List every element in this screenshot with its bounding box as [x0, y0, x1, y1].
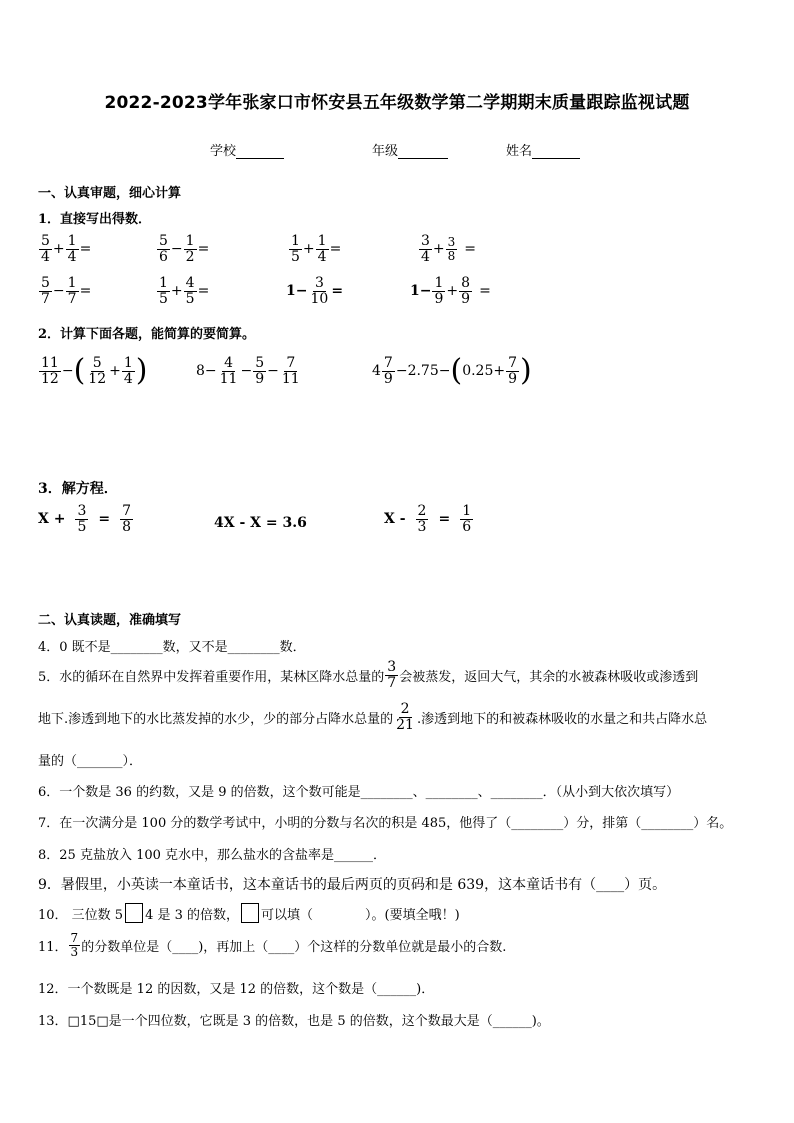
numerator: 4 — [185, 275, 195, 291]
denominator: 5 — [291, 248, 300, 265]
equals: = — [438, 511, 451, 528]
name-label: 姓名 — [506, 144, 533, 159]
denominator: 4 — [421, 248, 430, 265]
name-field — [506, 140, 580, 159]
denominator: 12 — [41, 370, 59, 387]
denominator: 9 — [508, 370, 518, 387]
whole-number: 4 — [372, 363, 381, 380]
question-8: 8．25 克盐放入 100 克水中，那么盐水的含盐率是______． — [38, 848, 387, 863]
denominator: 8 — [122, 518, 132, 535]
denominator: 11 — [281, 370, 300, 387]
equals: = — [331, 283, 344, 300]
operator: − — [267, 363, 279, 380]
denominator: 4 — [317, 248, 327, 265]
q2-expr-2 — [196, 356, 303, 386]
q10-text-a: 10． 三位数 5 — [38, 907, 124, 923]
q5-text-b: 会被蒸发，返回大气，其余的水被森林吸收或渗透到 — [399, 669, 699, 685]
lead-term: 1− — [286, 283, 308, 300]
numerator: 5 — [159, 233, 168, 249]
denominator: 10 — [310, 290, 329, 307]
q11-text: 的分数单位是（____)，再加上（____）个这样的分数单位就是最小的合数. — [81, 939, 507, 955]
denominator: 8 — [447, 248, 456, 263]
q3-equation-1 — [38, 504, 143, 534]
denominator: 5 — [77, 518, 87, 535]
numerator: 7 — [383, 355, 393, 371]
operator: + — [432, 241, 445, 258]
q1-item-6 — [156, 276, 209, 306]
denominator: 4 — [41, 248, 50, 265]
numerator: 1 — [462, 503, 472, 519]
numerator: 1 — [185, 233, 195, 249]
equals: = — [479, 283, 491, 300]
denominator: 5 — [185, 290, 195, 307]
numerator: 3 — [387, 659, 397, 675]
grade-blank[interactable] — [398, 144, 448, 159]
school-blank[interactable] — [236, 144, 284, 159]
denominator: 6 — [462, 518, 472, 535]
name-blank[interactable] — [532, 144, 580, 159]
lhs: X + — [38, 511, 66, 528]
denominator: 4 — [123, 370, 133, 387]
lhs: X - — [384, 511, 406, 528]
numerator: 3 — [314, 275, 324, 291]
denominator: 4 — [67, 248, 77, 265]
question-2: 2．计算下面各题，能简算的要简算。 — [38, 327, 256, 342]
denominator: 7 — [41, 290, 50, 307]
school-field — [210, 140, 284, 159]
denominator: 11 — [219, 370, 238, 387]
denominator: 9 — [255, 370, 265, 387]
equals: = — [79, 241, 92, 258]
numerator: 5 — [92, 355, 102, 371]
operator: + — [446, 283, 459, 300]
q3-equation-3 — [384, 504, 483, 534]
equals: = — [98, 511, 111, 528]
question-6: 6．一个数是 36 的约数，又是 9 的倍数，这个数可能是________、________、________．（从小到大依次填写） — [38, 785, 680, 800]
question-7: 7．在一次满分是 100 分的数学考试中，小明的分数与名次的积是 485，他得了（________）分，排第（________）名。 — [38, 816, 733, 831]
right-paren: ) — [135, 353, 148, 389]
equals: = — [197, 241, 210, 258]
operator: + — [109, 363, 121, 380]
numerator: 11 — [41, 355, 59, 371]
denominator: 7 — [387, 674, 397, 691]
q2-expr-1 — [38, 353, 148, 389]
operator: − — [52, 283, 65, 300]
denominator: 3 — [70, 944, 79, 959]
q1-item-8 — [410, 276, 491, 306]
section-2-heading: 二、认真读题，准确填写 — [38, 613, 182, 628]
question-5-line-3: 量的（_______）． — [38, 754, 143, 769]
question-1: 1．直接写出得数． — [38, 212, 152, 227]
denominator: 12 — [88, 370, 107, 387]
denominator: 9 — [434, 290, 444, 307]
q3-equation-2: 4X - X = 3.6 — [214, 515, 307, 531]
grade-field — [372, 140, 448, 159]
numerator: 1 — [67, 233, 77, 249]
operator: + — [170, 283, 183, 300]
question-13: 13．□15□是一个四位数，它既是 3 的倍数，也是 5 的倍数，这个数最大是（______)。 — [38, 1014, 550, 1029]
denominator: 7 — [67, 290, 77, 307]
q1-item-4 — [418, 234, 476, 264]
numerator: 3 — [77, 503, 87, 519]
grade-label: 年级 — [372, 144, 399, 159]
denominator: 9 — [383, 370, 393, 387]
numerator: 7 — [70, 931, 79, 945]
numerator: 8 — [461, 275, 471, 291]
operator: + — [52, 241, 65, 258]
numerator: 3 — [447, 235, 456, 250]
operator: − — [61, 363, 74, 380]
right-paren: ) — [520, 353, 532, 389]
page-title: 2022-2023学年张家口市怀安县五年级数学第二学期期末质量跟踪监视试题 — [104, 93, 690, 113]
q5-text-a: 5．水的循环在自然界中发挥着重要作用，某林区降水总量的 — [38, 669, 385, 685]
numerator: 1 — [434, 275, 444, 291]
lead-term: 8− — [196, 363, 217, 380]
operator: + — [302, 241, 315, 258]
numerator: 5 — [41, 275, 50, 291]
digit-box[interactable] — [125, 903, 143, 923]
q5-text-d: .渗透到地下的和被森林吸收的水量之和共占降水总 — [416, 711, 708, 727]
question-12: 12．一个数既是 12 的因数，又是 12 的倍数，这个数是（______)． — [38, 982, 435, 997]
question-3: 3．解方程． — [38, 481, 118, 497]
question-4: 4．0 既不是________数，又不是________数． — [38, 640, 306, 655]
q1-item-2 — [156, 234, 209, 264]
lead-term: 1− — [410, 283, 432, 300]
numerator: 7 — [286, 355, 296, 371]
question-11 — [38, 932, 506, 958]
numerator: 1 — [291, 233, 300, 249]
digit-box[interactable] — [241, 903, 259, 923]
q2-expr-3 — [372, 353, 532, 389]
q1-item-7 — [286, 276, 343, 306]
left-paren: ( — [450, 353, 463, 389]
numerator: 5 — [41, 233, 50, 249]
operator: − — [170, 241, 183, 258]
denominator: 5 — [159, 290, 168, 307]
question-5-line-2 — [38, 702, 707, 732]
equals: = — [197, 283, 210, 300]
denominator: 3 — [417, 518, 427, 535]
question-9: 9．暑假里，小英读一本童话书，这本童话书的最后两页的页码和是 639，这本童话书有（____）页。 — [38, 877, 667, 893]
numerator: 5 — [255, 355, 265, 371]
equals: = — [329, 241, 342, 258]
numerator: 2 — [417, 503, 427, 519]
q10-text-c: 可以填（ ）。(要填全哦！) — [261, 907, 460, 923]
numerator: 3 — [421, 233, 430, 249]
school-label: 学校 — [210, 144, 237, 159]
denominator: 9 — [461, 290, 471, 307]
equals: = — [464, 241, 477, 258]
q11-number: 11． — [38, 939, 68, 955]
left-paren: ( — [73, 353, 86, 389]
q1-item-1 — [38, 234, 91, 264]
section-1-heading: 一、认真审题，细心计算 — [38, 186, 182, 201]
inner-term: 0.25+ — [462, 363, 506, 380]
denominator: 6 — [159, 248, 168, 265]
numerator: 7 — [508, 355, 518, 371]
numerator: 1 — [67, 275, 77, 291]
q5-text-c: 地下.渗透到地下的水比蒸发掉的水少，少的部分占降水总量的 — [38, 711, 394, 727]
numerator: 1 — [159, 275, 168, 291]
operator: − — [240, 363, 253, 380]
q10-text-b: 4 是 3 的倍数， — [145, 907, 240, 923]
q1-item-5 — [38, 276, 91, 306]
question-5-line-1 — [38, 660, 698, 690]
numerator: 1 — [317, 233, 327, 249]
q1-item-3 — [288, 234, 341, 264]
middle-term: −2.75− — [395, 363, 451, 380]
numerator: 2 — [400, 701, 410, 717]
numerator: 7 — [122, 503, 132, 519]
denominator: 21 — [396, 716, 414, 733]
numerator: 4 — [224, 355, 234, 371]
numerator: 1 — [123, 355, 133, 371]
question-10 — [38, 903, 460, 923]
equals: = — [79, 283, 92, 300]
denominator: 2 — [185, 248, 195, 265]
